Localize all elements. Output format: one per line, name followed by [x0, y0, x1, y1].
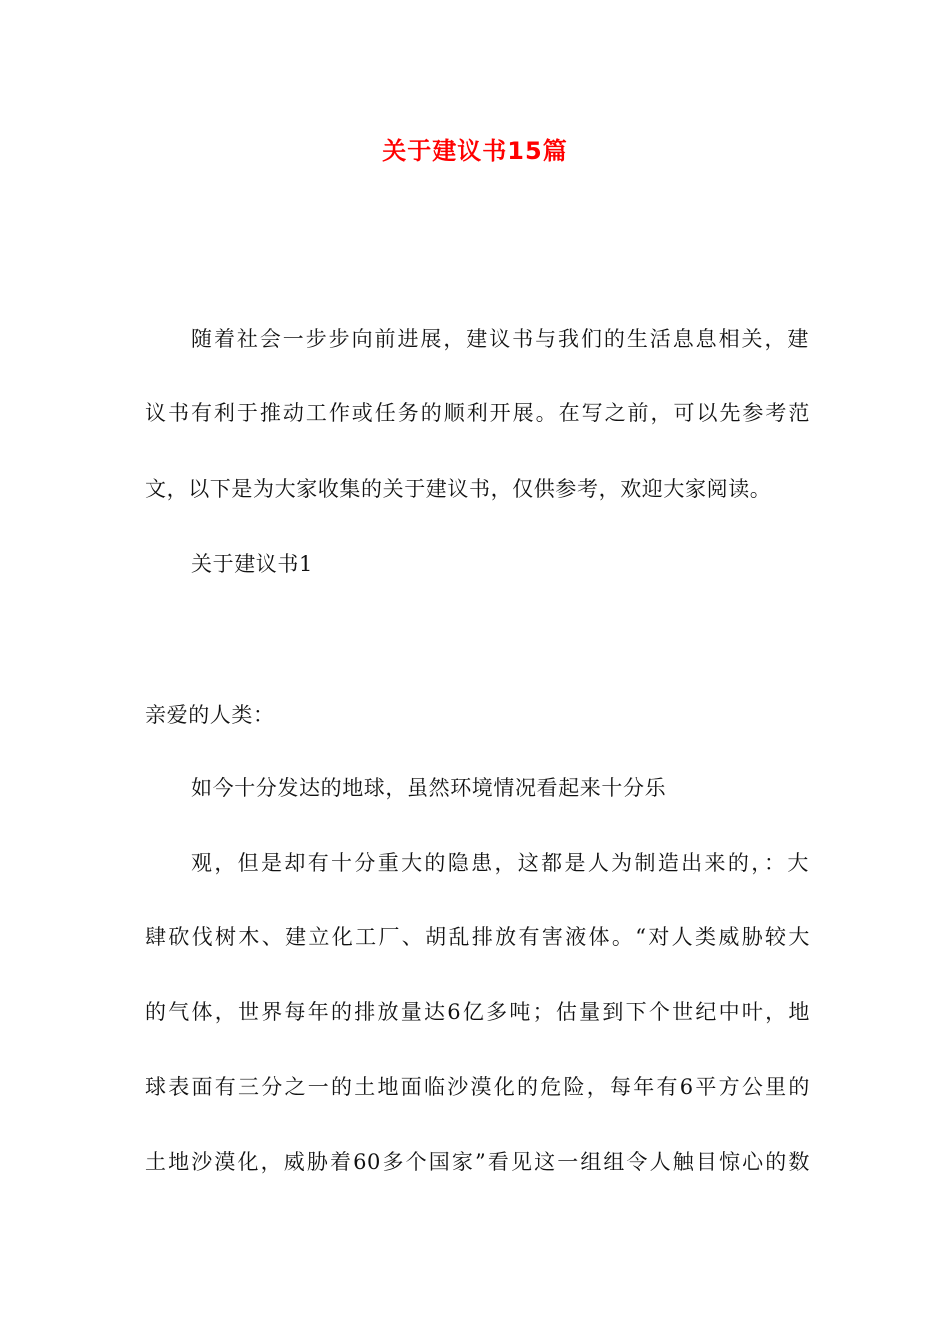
intro-line-3: 文，以下是为大家收集的关于建议书，仅供参考，欢迎大家阅读。	[145, 477, 772, 501]
document-title: 关于建议书15篇	[382, 137, 568, 165]
body-line-2: 观，但是却有十分重大的隐患，这都是人为制造出来的，：大	[191, 851, 809, 875]
body-line-1: 如今十分发达的地球，虽然环境情况看起来十分乐	[191, 776, 667, 800]
intro-line-2: 议书有利于推动工作或任务的顺利开展。在写之前，可以先参考范	[145, 401, 810, 425]
body-line-3: 肆砍伐树木、建立化工厂、胡乱排放有害液体。“对人类威胁较大	[145, 925, 810, 949]
salutation: 亲爱的人类：	[145, 703, 275, 727]
body-line-6: 土地沙漠化，威胁着60多个国家”看见这一组组令人触目惊心的数	[145, 1150, 810, 1174]
section-heading: 关于建议书1	[191, 552, 313, 576]
body-line-4: 的气体，世界每年的排放量达6亿多吨；估量到下个世纪中叶，地	[145, 1000, 810, 1024]
intro-line-1: 随着社会一步步向前进展，建议书与我们的生活息息相关，建	[191, 327, 809, 351]
body-line-5: 球表面有三分之一的土地面临沙漠化的危险，每年有6平方公里的	[145, 1075, 810, 1099]
